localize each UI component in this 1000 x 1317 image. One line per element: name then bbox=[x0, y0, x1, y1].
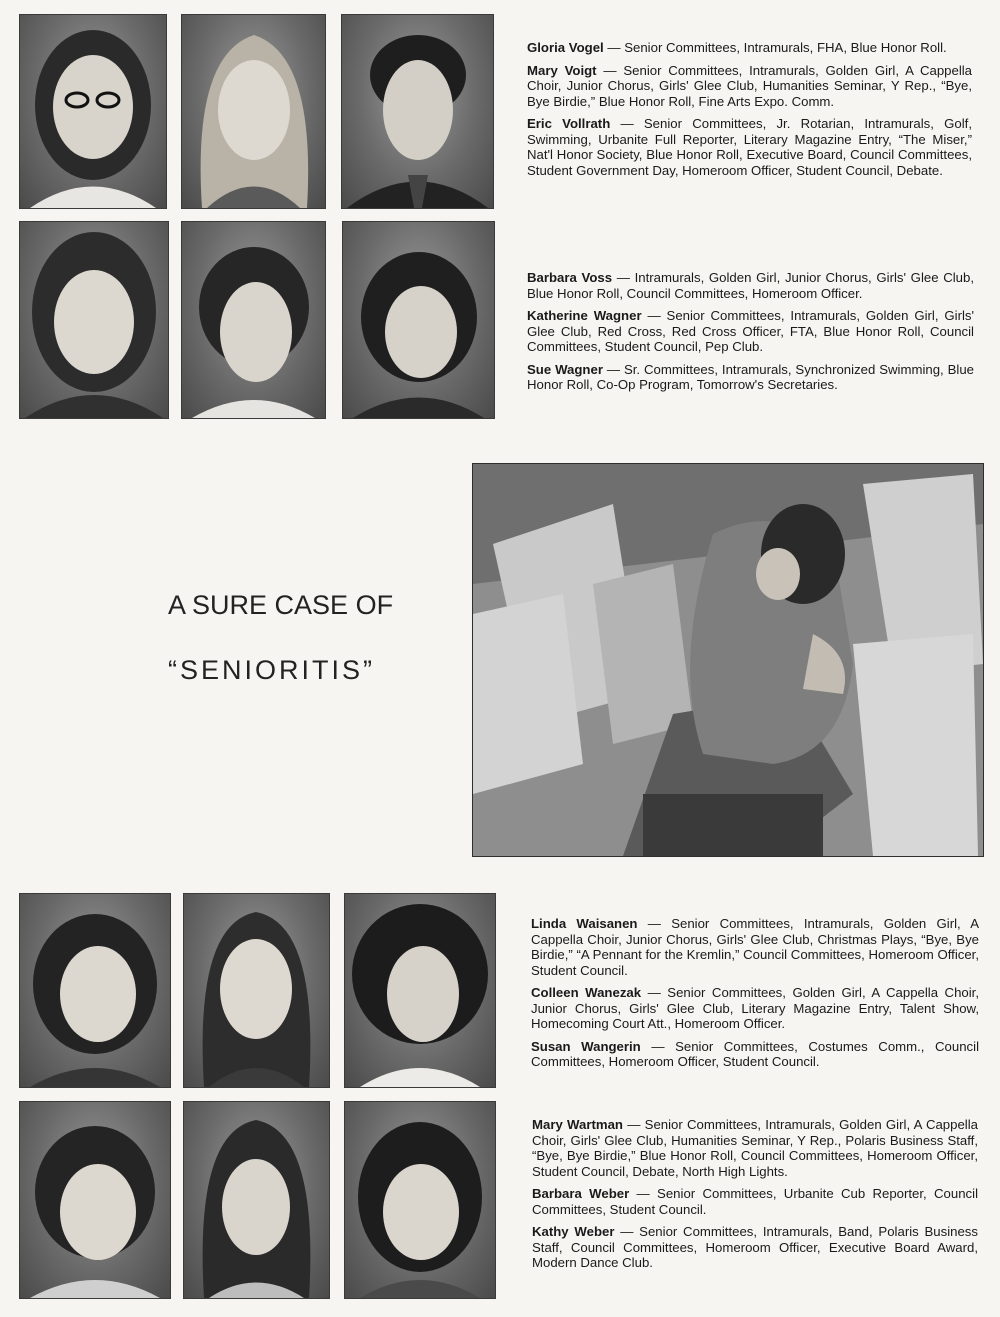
student-name: Katherine Wagner bbox=[527, 308, 642, 323]
separator: — bbox=[602, 361, 624, 377]
student-activities: Senior Committees, Intramurals, Band, Polaris Business Staff, Council Committees, Homeroom Officer, Executive Board Award, Modern Dance Club. bbox=[532, 1224, 978, 1270]
student-name: Gloria Vogel bbox=[527, 40, 604, 55]
separator: — bbox=[629, 1186, 658, 1201]
portrait-kathy-weber bbox=[344, 1101, 496, 1299]
student-activities: Senior Committees, Intramurals, FHA, Blue Honor Roll. bbox=[624, 40, 947, 55]
student-activities: Senior Committees, Urbanite Cub Reporter, Council Committees, Student Council. bbox=[532, 1186, 979, 1217]
student-name: Barbara Voss bbox=[527, 270, 613, 285]
separator: — bbox=[610, 116, 644, 131]
student-activities: Senior Committees, Intramurals, Golden Girl, A Cappella Choir, Girls' Glee Club, Humanities Seminar, Y Rep., Polaris Business Staff, “Bye, Bye Birdie,” Blue Honor Roll, Council Committees, Homeroom Officer, Student Council, Debate, North High Lights. bbox=[532, 1117, 978, 1179]
student-activities: Senior Committees, Intramurals, Golden Girl, A Cappella Choir, Junior Chorus, Girls' Glee Club, Humanities Seminar, Y Rep., “Bye, Bye Birdie,” Blue Honor Roll, Fine Arts Expo. Comm. bbox=[527, 62, 973, 109]
candid-photo-student-asleep bbox=[472, 463, 984, 857]
separator: — bbox=[637, 916, 672, 931]
portrait-sue-wagner bbox=[342, 221, 495, 419]
student-name: Eric Vollrath bbox=[527, 116, 611, 131]
bio-entry bbox=[527, 40, 972, 56]
portrait-katherine-wagner bbox=[181, 221, 326, 419]
bio-entry bbox=[532, 1224, 978, 1271]
student-activities: Senior Committees, Intramurals, Golden Girl, Girls' Glee Club, Red Cross, Red Cross Officer, FTA, Blue Honor Roll, Council Committees, Student Council, Pep Club. bbox=[527, 308, 975, 354]
bio-entry bbox=[527, 270, 974, 301]
bio-entry bbox=[531, 985, 979, 1032]
headline-line-2: “SENIORITIS” bbox=[168, 655, 376, 685]
student-activities: Senior Committees, Costumes Comm., Council Committees, Homeroom Officer, Student Council. bbox=[531, 1038, 980, 1069]
student-activities: Senior Committees, Intramurals, Golden Girl, A Cappella Choir, Junior Chorus, Girls' Glee Club, Christmas Plays, “Bye, Bye Birdie,” “A Pennant for the Kremlin,” Council Committees, Homeroom Officer, Student Council. bbox=[531, 916, 979, 978]
bio-block-top-1 bbox=[527, 40, 972, 185]
separator: — bbox=[622, 1117, 645, 1132]
student-name: Sue Wagner bbox=[527, 361, 603, 377]
bio-entry bbox=[527, 116, 972, 178]
portrait-gloria-vogel bbox=[19, 14, 167, 209]
separator: — bbox=[641, 985, 668, 1000]
student-activities: Senior Committees, Golden Girl, A Cappella Choir, Junior Chorus, Girls' Glee Club, Literary Magazine Entry, Talent Show, Homecoming Court Att., Homeroom Officer. bbox=[531, 985, 980, 1031]
separator: — bbox=[614, 1224, 640, 1239]
bio-entry bbox=[527, 308, 974, 355]
bio-entry bbox=[527, 63, 972, 110]
separator: — bbox=[603, 40, 625, 55]
portrait-barbara-weber bbox=[183, 1101, 330, 1299]
student-name: Susan Wangerin bbox=[531, 1038, 641, 1054]
headline-line-1: A SURE CASE OF bbox=[168, 590, 394, 620]
bio-block-bottom-2 bbox=[532, 1117, 978, 1278]
student-activities: Senior Committees, Jr. Rotarian, Intramurals, Golf, Swimming, Urbanite Full Reporter, Literary Magazine Entry, “The Miser,” Nat'l Honor Society, Blue Honor Roll, Executive Board, Council Committees, Student Government Day, Homeroom Officer, Student Council, Debate. bbox=[527, 116, 973, 178]
bio-entry bbox=[532, 1117, 978, 1179]
student-name: Barbara Weber bbox=[532, 1186, 630, 1201]
portrait-linda-waisanen bbox=[19, 893, 171, 1088]
bio-block-top-2 bbox=[527, 270, 974, 400]
portrait-barbara-voss bbox=[19, 221, 169, 419]
bio-entry bbox=[531, 1039, 979, 1070]
portrait-mary-wartman bbox=[19, 1101, 171, 1299]
student-activities: Sr. Committees, Intramurals, Synchronized Swimming, Blue Honor Roll, Co-Op Program, Tomorrow's Secretaries. bbox=[527, 361, 975, 392]
student-activities: Intramurals, Golden Girl, Junior Chorus, Girls' Glee Club, Blue Honor Roll, Council Committees, Homeroom Officer. bbox=[527, 270, 974, 301]
bio-block-bottom-1 bbox=[531, 916, 979, 1077]
separator: — bbox=[640, 1038, 676, 1054]
portrait-colleen-wanezak bbox=[183, 893, 330, 1088]
separator: — bbox=[641, 308, 667, 323]
student-name: Mary Wartman bbox=[532, 1117, 623, 1132]
bio-entry bbox=[531, 916, 979, 978]
portrait-eric-vollrath bbox=[341, 14, 494, 209]
student-name: Kathy Weber bbox=[532, 1224, 615, 1239]
portrait-mary-voigt bbox=[181, 14, 326, 209]
bio-entry bbox=[527, 362, 974, 393]
separator: — bbox=[596, 62, 624, 78]
separator: — bbox=[612, 270, 635, 285]
student-name: Mary Voigt bbox=[527, 62, 597, 78]
bio-entry bbox=[532, 1186, 978, 1217]
portrait-susan-wangerin bbox=[344, 893, 496, 1088]
student-name: Colleen Wanezak bbox=[531, 985, 642, 1000]
student-name: Linda Waisanen bbox=[531, 916, 638, 931]
